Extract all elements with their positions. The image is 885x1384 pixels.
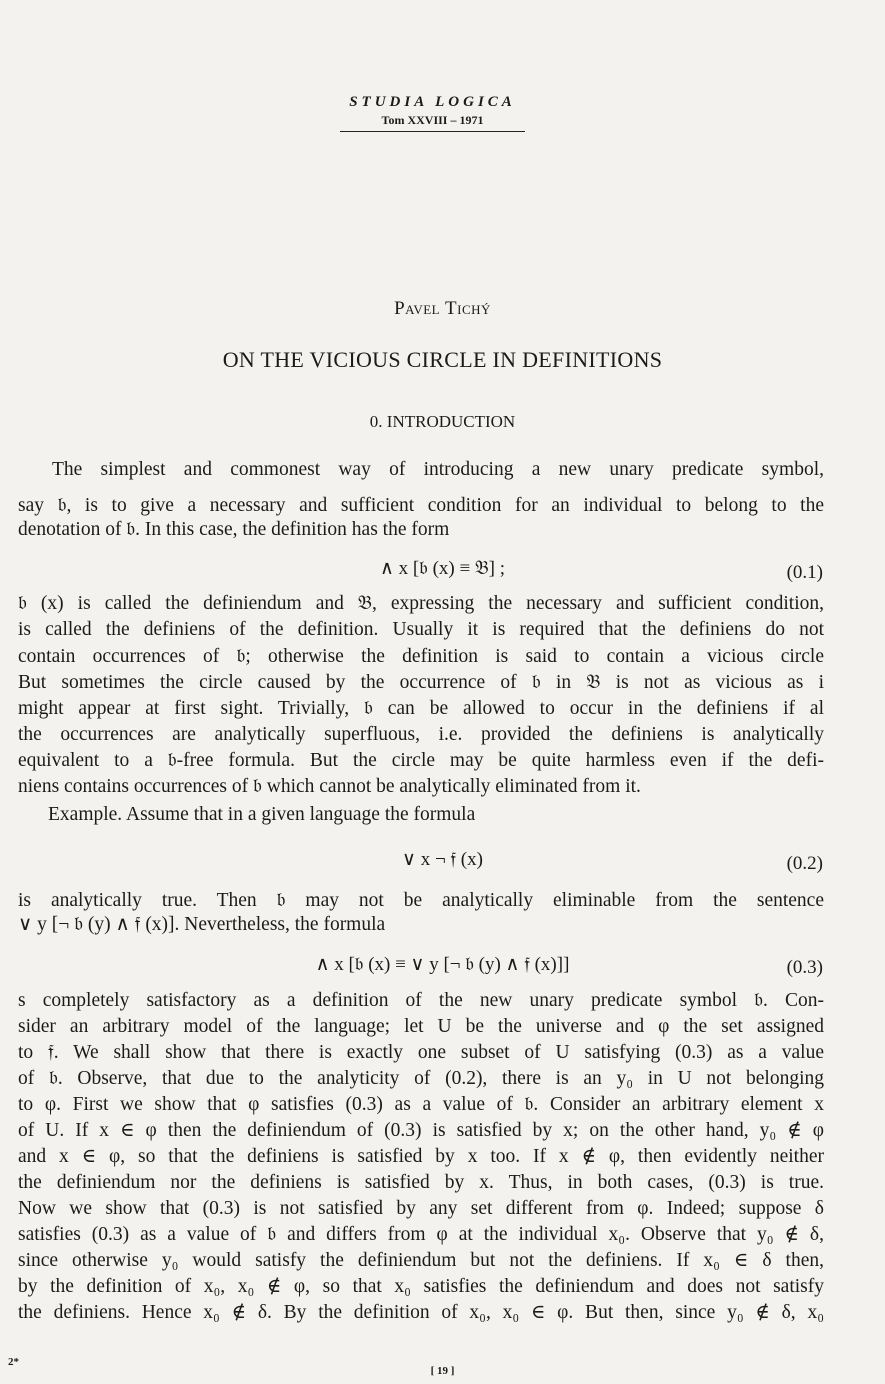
- text-line: to 𝔣. We shall show that there is exactly one subset of U satisfying (0.3) as a value: [18, 1042, 824, 1063]
- text-line: But sometimes the circle caused by the occurrence of 𝔟 in 𝔅 is not as vicious as i: [18, 672, 824, 693]
- text-line: s completely satisfactory as a definition of the new unary predicate symbol 𝔟. Con-: [18, 990, 824, 1011]
- text-line: say 𝔟, is to give a necessary and sufficient condition for an individual to belong to the: [18, 495, 824, 516]
- text-line: since otherwise y₀ would satisfy the definiendum but not the definiens. If x₀ ∈ δ then,: [18, 1250, 824, 1271]
- journal-name: STUDIA LOGICA: [349, 94, 516, 110]
- running-header: [300, 94, 565, 132]
- text-line: by the definition of x₀, x₀ ∉ φ, so that x₀ satisfies the definiendum and does not satisfy: [18, 1276, 824, 1297]
- text-line: niens contains occurrences of 𝔟 which cannot be analytically eliminated from it.: [18, 776, 641, 797]
- text-line: ∨ y [¬ 𝔟 (y) ∧ 𝔣 (x)]. Nevertheless, the formula: [18, 914, 386, 935]
- text-line: Now we show that (0.3) is not satisfied by any set different from φ. Indeed; suppose δ: [18, 1198, 824, 1219]
- text-line: The simplest and commonest way of introducing a new unary predicate symbol,: [52, 459, 824, 480]
- text-line: is analytically true. Then 𝔟 may not be analytically eliminable from the sentence: [18, 890, 824, 911]
- text-line: might appear at first sight. Trivially, 𝔟 can be allowed to occur in the definiens if al: [18, 698, 824, 719]
- text-line: 𝔟 (x) is called the definiendum and 𝔅, expressing the necessary and sufficient condition,: [18, 593, 824, 614]
- equation-number: (0.3): [786, 957, 823, 978]
- text-line: the occurrences are analytically superfluous, i.e. provided the definiens is analytically: [18, 724, 824, 745]
- signature-mark: 2*: [8, 1356, 19, 1368]
- journal-volume: Tom XXVIII – 1971: [340, 113, 525, 132]
- example-line: Example. Assume that in a given language the formula: [48, 804, 476, 825]
- text-line: equivalent to a 𝔟-free formula. But the circle may be quite harmless even if the defi-: [18, 750, 824, 771]
- equation-formula: ∨ x ¬ 𝔣 (x): [402, 849, 483, 870]
- text-line: denotation of 𝔟. In this case, the definition has the form: [18, 519, 450, 540]
- text-line: the definiens. Hence x₀ ∉ δ. By the definition of x₀, x₀ ∈ φ. But then, since y₀ ∉ δ, x₀: [18, 1302, 824, 1323]
- text-line: the definiendum nor the definiens is satisfied by x. Thus, in both cases, (0.3) is true.: [18, 1172, 824, 1193]
- section-heading: 0. INTRODUCTION: [369, 412, 516, 431]
- equation-formula: ∧ x [𝔟 (x) ≡ 𝔅] ;: [379, 558, 506, 579]
- text-line: of U. If x ∈ φ then the definiendum of (0.3) is satisfied by x; on the other hand, y₀ ∉ φ: [18, 1120, 824, 1141]
- text-line: is called the definiens of the definition. Usually it is required that the definiens do not: [18, 619, 824, 640]
- text-line: satisfies (0.3) as a value of 𝔟 and differs from φ at the individual x₀. Observe that y₀ ∉ δ,: [18, 1224, 824, 1245]
- text-line: to φ. First we show that φ satisfies (0.3) as a value of 𝔟. Consider an arbitrary element x: [18, 1094, 824, 1115]
- author-name: Pavel Tichý: [394, 298, 491, 319]
- equation-formula: ∧ x [𝔟 (x) ≡ ∨ y [¬ 𝔟 (y) ∧ 𝔣 (x)]]: [315, 954, 570, 975]
- article-title: ON THE VICIOUS CIRCLE IN DEFINITIONS: [222, 347, 663, 372]
- text-line: and x ∈ φ, so that the definiens is satisfied by x too. If x ∉ φ, then evidently neither: [18, 1146, 824, 1167]
- text-line: of 𝔟. Observe, that due to the analyticity of (0.2), there is an y₀ in U not belonging: [18, 1068, 824, 1089]
- page-number: [ 19 ]: [430, 1365, 455, 1377]
- equation-number: (0.1): [786, 562, 823, 583]
- text-line: contain occurrences of 𝔟; otherwise the definition is said to contain a vicious circle: [18, 646, 824, 667]
- text-line: sider an arbitrary model of the language; let U be the universe and φ the set assigned: [18, 1016, 824, 1037]
- equation-number: (0.2): [786, 853, 823, 874]
